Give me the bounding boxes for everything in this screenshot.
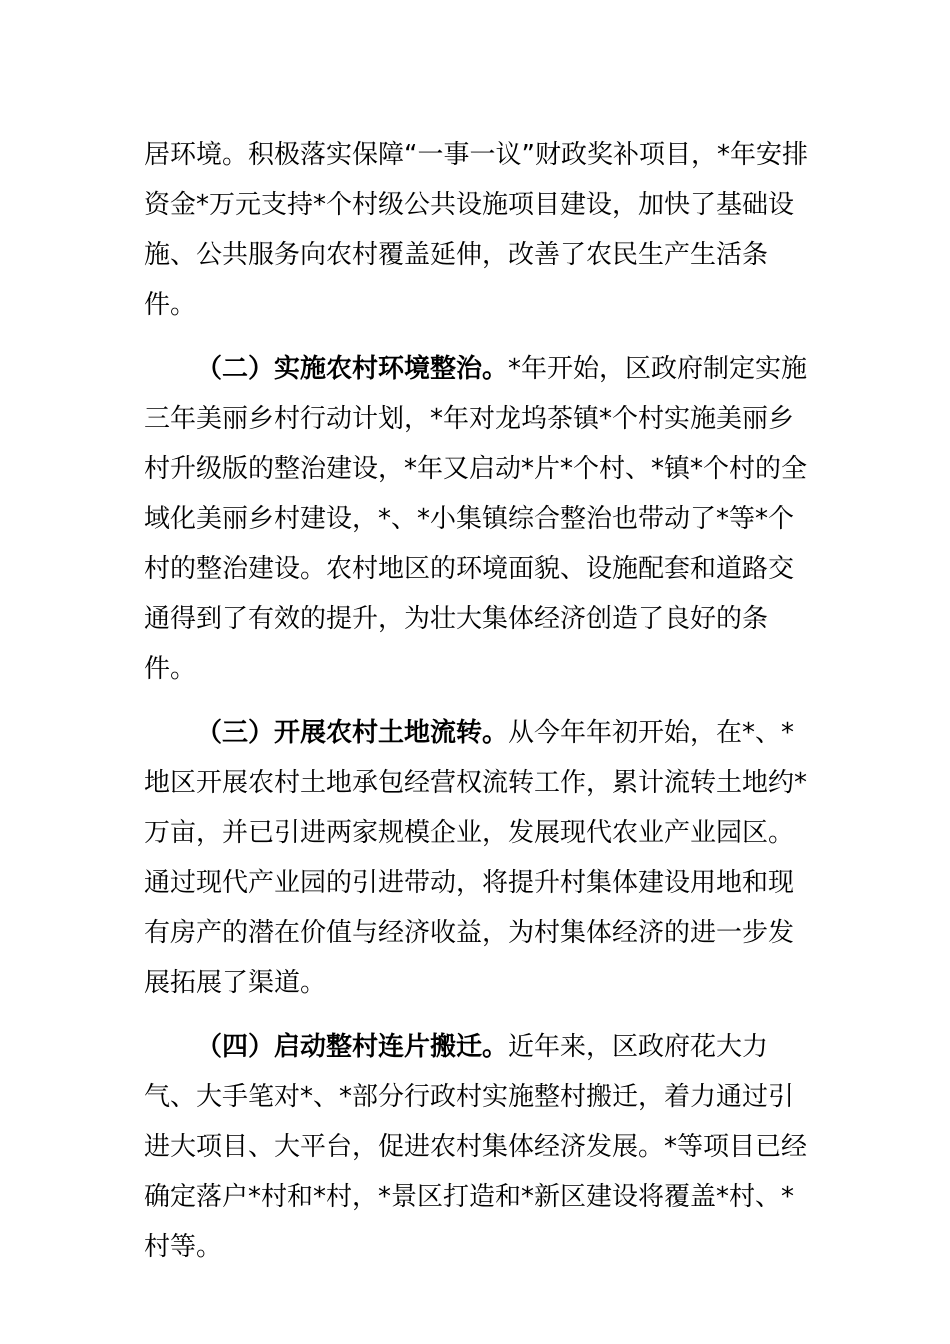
- paragraph-section-4: [144, 1022, 812, 1272]
- paragraph-body: 近年来，区政府花大力气、大手笔对*、*部分行政村实施整村搬迁，着力通过引进大项目、大平台，促进农村集体经济发展。*等项目已经确定落户*村和*村，*景区打造和*新区建设将覆盖*村、*村等。: [144, 1032, 808, 1262]
- paragraph-body: 从今年年初开始，在*、*地区开展农村土地承包经营权流转工作，累计流转土地约*万亩，并已引进两家规模企业，发展现代农业产业园区。通过现代产业园的引进带动，将提升村集体建设用地和现有房产的潜在价值与经济收益，为村集体经济的进一步发展拓展了渠道。: [144, 718, 808, 998]
- section-heading: （四）启动整村连片搬迁。: [196, 1032, 509, 1062]
- paragraph-body: 居环境。积极落实保障“一事一议”财政奖补项目，*年安排资金*万元支持*个村级公共设施项目建设，加快了基础设施、公共服务向农村覆盖延伸，改善了农民生产生活条件。: [144, 140, 808, 320]
- paragraph-continuation: [144, 130, 812, 330]
- paragraph-section-3: [144, 708, 812, 1008]
- paragraph-body: *年开始，区政府制定实施三年美丽乡村行动计划，*年对龙坞茶镇*个村实施美丽乡村升级版的整治建设，*年又启动*片*个村、*镇*个村的全域化美丽乡村建设，*、*小集镇综合整治也带动了*等*个村的整治建设。农村地区的环境面貌、设施配套和道路交通得到了有效的提升，为壮大集体经济创造了良好的条件。: [144, 354, 808, 684]
- document-body: [144, 130, 812, 1286]
- paragraph-section-2: [144, 344, 812, 694]
- section-heading: （三）开展农村土地流转。: [196, 718, 509, 748]
- section-heading: （二）实施农村环境整治。: [196, 354, 509, 384]
